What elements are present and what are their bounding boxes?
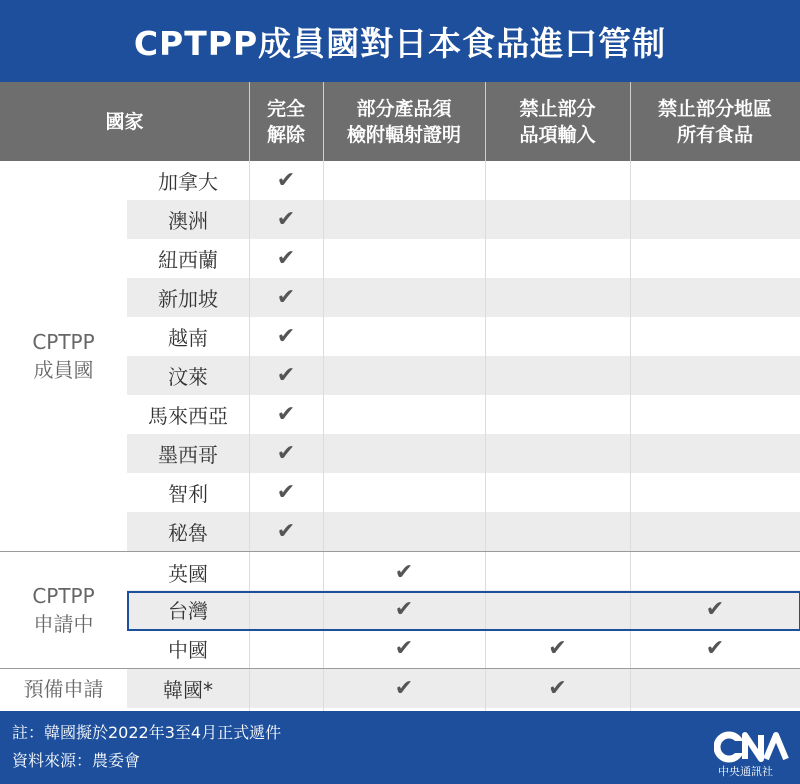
country-name: 新加坡	[158, 287, 218, 311]
country-name: 紐西蘭	[158, 248, 218, 272]
footnote: 註：韓國擬於2022年3至4月正式遞件	[12, 723, 282, 742]
country-name: 秘魯	[168, 521, 208, 545]
check-mark-icon: ✔	[276, 168, 296, 193]
check-mark-icon: ✔	[276, 402, 296, 427]
check-mark-icon: ✔	[276, 480, 296, 505]
page-title: CPTPP成員國對日本食品進口管制	[0, 0, 800, 82]
check-mark-icon: ✔	[394, 560, 414, 585]
check-mark-icon: ✔	[394, 597, 414, 622]
table-header	[0, 82, 800, 161]
country-name: 澳洲	[168, 209, 208, 233]
check-mark-icon: ✔	[276, 519, 296, 544]
country-name: 中國	[168, 638, 208, 662]
check-mark-icon: ✔	[705, 597, 725, 622]
check-mark-icon: ✔	[394, 636, 414, 661]
check-mark-icon: ✔	[394, 676, 414, 701]
header-country: 國家	[105, 110, 144, 133]
check-mark-icon: ✔	[705, 636, 725, 661]
country-name: 越南	[168, 326, 208, 350]
check-mark-icon: ✔	[276, 441, 296, 466]
check-mark-icon: ✔	[276, 285, 296, 310]
check-mark-icon: ✔	[276, 246, 296, 271]
group-label-applying: CPTPP 申請中	[32, 583, 95, 636]
check-mark-icon: ✔	[276, 324, 296, 349]
country-name: 韓國*	[163, 678, 213, 702]
country-name: 汶萊	[168, 365, 208, 389]
check-mark-icon: ✔	[276, 363, 296, 388]
country-name: 墨西哥	[158, 443, 218, 467]
check-mark-icon: ✔	[548, 676, 567, 701]
check-mark-icon: ✔	[276, 207, 296, 232]
header-region-ban: 禁止部分地區 所有食品	[657, 97, 772, 146]
country-name: 智利	[168, 482, 208, 506]
header-partial-ban: 禁止部分 品項輸入	[519, 97, 596, 146]
footer	[0, 711, 800, 784]
group-divider	[0, 668, 800, 669]
header-fully-lifted: 完全 解除	[266, 97, 305, 146]
country-name: 台灣	[168, 599, 208, 623]
group-label-members: CPTPP 成員國	[32, 330, 95, 382]
taiwan-highlight-box	[127, 591, 800, 631]
source-note: 資料來源：農委會	[12, 751, 141, 770]
group-divider	[0, 551, 800, 552]
country-name: 加拿大	[158, 170, 218, 194]
country-name: 英國	[168, 562, 208, 586]
check-mark-icon: ✔	[548, 636, 567, 661]
country-name: 馬來西亞	[148, 404, 228, 428]
header-radiation-cert: 部分產品須 檢附輻射證明	[346, 97, 461, 146]
group-label-preparing: 預備申請	[23, 676, 104, 701]
cna-logo-caption: 中央通訊社	[718, 765, 773, 778]
